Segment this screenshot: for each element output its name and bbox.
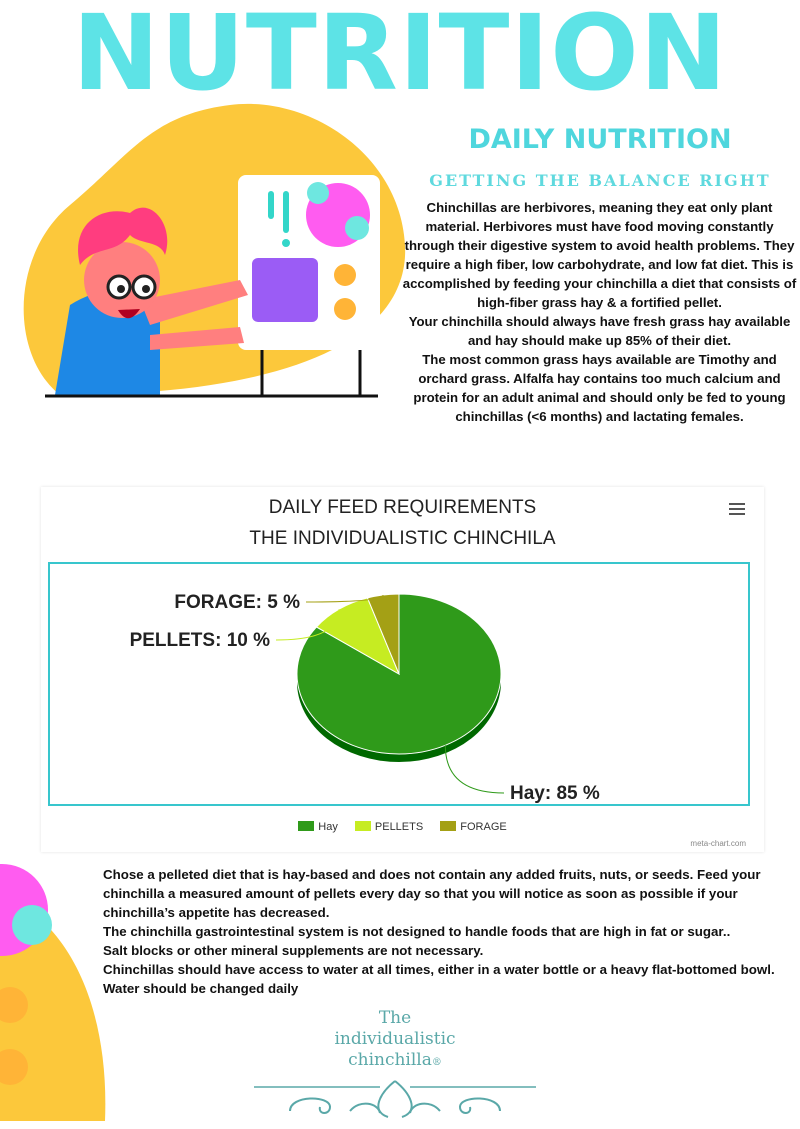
chart-menu-icon[interactable] [729,501,745,515]
data-label-pellets: PELLETS: 10 % [129,630,270,651]
brand-logo [250,1008,540,1129]
logo-line: The [378,1008,412,1028]
leader-line [445,745,504,793]
ornament-icon [250,1073,540,1123]
data-label-hay: Hay: 85 % [510,783,600,804]
diet-paragraph: Chose a pelleted diet that is hay-based and does not contain any added fruits, nuts, or seeds. Feed your chinchilla a measured amount of pellets every day so that you will notice as soon as possible if your chinchilla’s appetite has decreased. [103,867,761,920]
chart-title: DAILY FEED REQUIREMENTS [268,497,537,518]
diet-paragraph: The chinchilla gastrointestinal system is not designed to handle foods that are high in fat or sugar.. [103,924,731,939]
pie-chart [50,564,748,804]
chart-credit[interactable]: meta-chart.com [690,839,746,848]
intro-paragraph: Your chinchilla should always have fresh grass hay available and hay should make up 85% of their diet. [408,314,791,348]
data-label-forage: FORAGE: 5 % [174,592,300,613]
legend-swatch [298,821,314,831]
chart-subtitle: THE INDIVIDUALISTIC CHINCHILA [249,528,556,549]
diet-paragraph: Chinchillas should have access to water at all times, either in a water bottle or a heavy flat-bottomed bowl. [103,962,775,977]
decoration-bottom-left [0,855,110,1121]
legend-swatch [440,821,456,831]
diet-paragraph: Water should be changed daily [103,981,299,996]
legend-item-forage[interactable]: FORAGE [440,821,506,833]
legend-swatch [355,821,371,831]
plot-area [48,562,750,806]
feed-chart [41,487,764,852]
section-heading: DAILY NUTRITION [468,124,732,155]
legend-item-pellets[interactable]: PELLETS [355,821,423,833]
legend-item-hay[interactable]: Hay [298,821,338,833]
page-title: NUTRITION [72,0,728,114]
logo-line: chinchilla® [348,1050,442,1070]
diet-text [103,865,793,998]
logo-line: individualistic [334,1029,456,1049]
chart-legend [41,821,764,833]
section-subheading: GETTING THE BALANCE RIGHT [429,171,771,190]
intro-paragraph: The most common grass hays available are Timothy and orchard grass. Alfalfa hay contains too much calcium and protein for an adult animal and should only be fed to young chinchillas (<6 months) and lactating females. [413,352,786,424]
diet-paragraph: Salt blocks or other mineral supplements are not necessary. [103,943,484,958]
intro-text [402,198,797,426]
intro-paragraph: Chinchillas are herbivores, meaning they eat only plant material. Herbivores must have food moving constantly through their digestive system to avoid health problems. They require a high fiber, low carbohydrate, and low fat diet. This is accomplished by feeding your chinchilla a diet that consists of high-fiber grass hay & a fortified pellet. [402,200,797,310]
illustration [0,95,420,405]
